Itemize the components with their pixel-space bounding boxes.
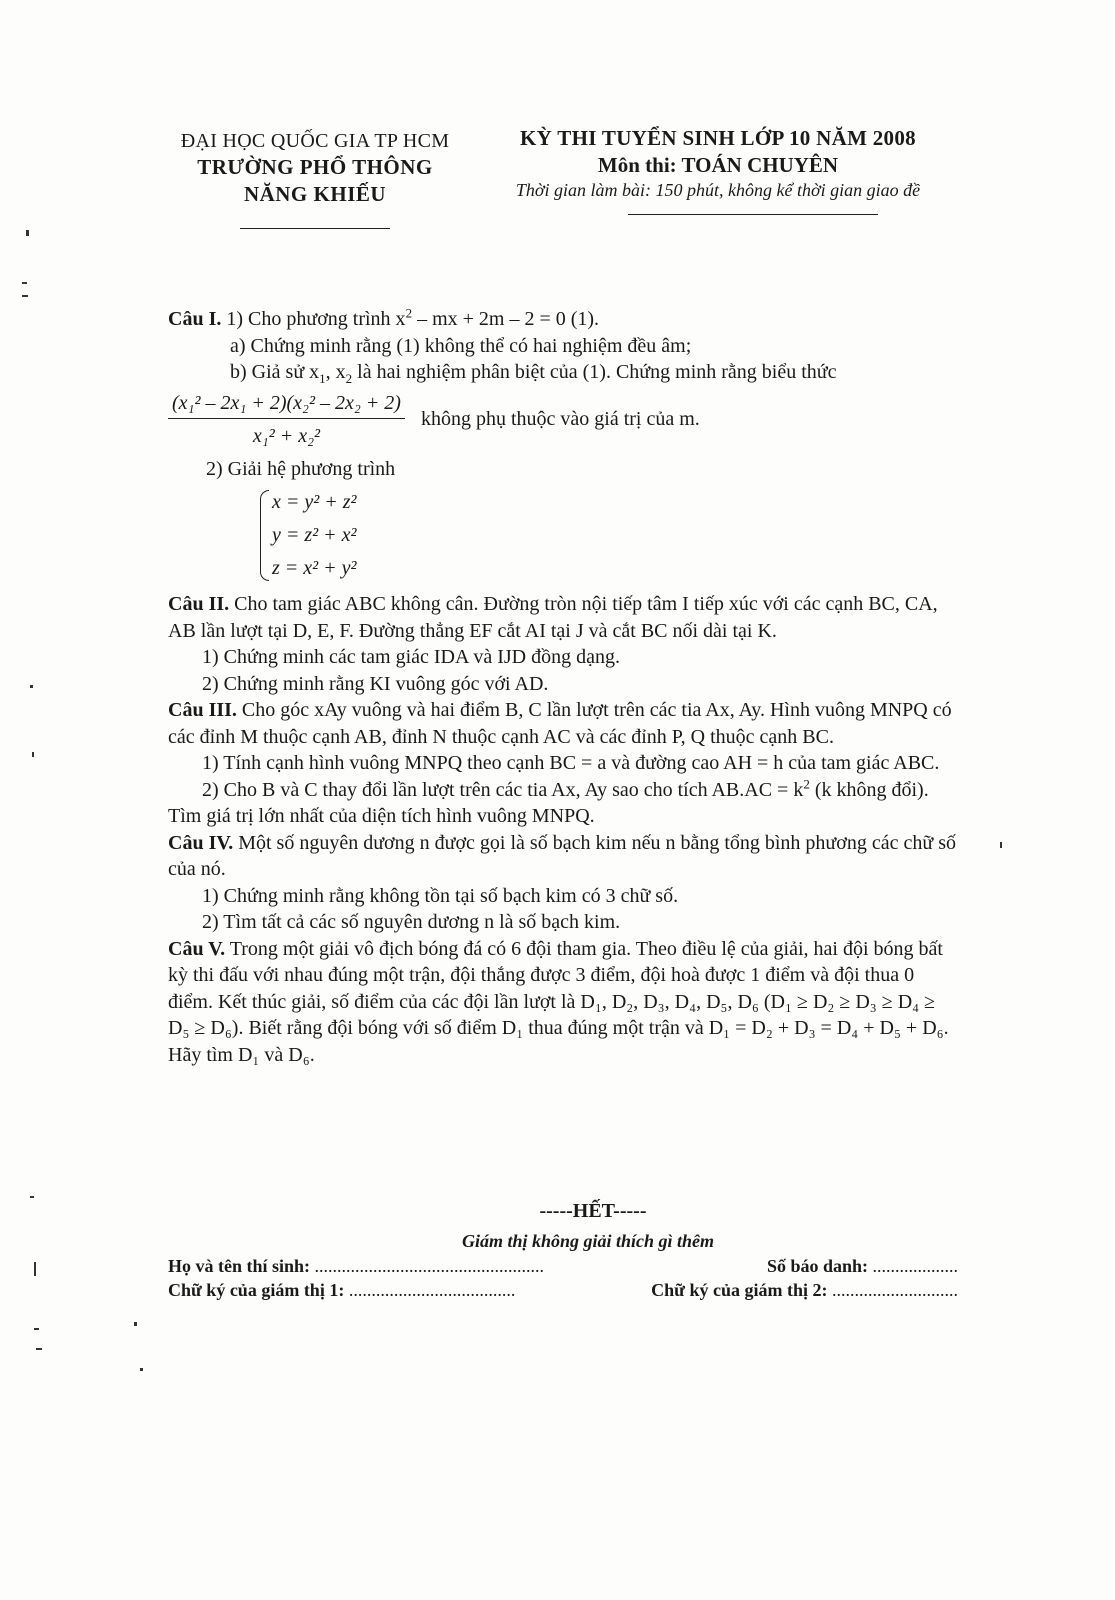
candidate-name-field [168, 1254, 544, 1278]
q1-fraction [168, 390, 405, 450]
q3-item2-post: (k không đổi). Tìm giá trị lớn nhất của diện tích hình vuông MNPQ. [168, 778, 929, 827]
scan-mark [30, 685, 33, 688]
proctor-note: Giám thị không giải thích gì thêm [461, 1231, 715, 1251]
question-2-text: Cho tam giác ABC không cân. Đường tròn nội tiếp tâm I tiếp xúc với các cạnh BC, CA, AB lần lượt tại D, E, F. Đường thẳng EF cắt AI tại J và cắt BC nối dài tại K. [168, 593, 938, 642]
exam-footer [168, 1198, 958, 1302]
candidate-id-field [767, 1254, 958, 1278]
question-4-text: Một số nguyên dương n được gọi là số bạch kim nếu n bằng tổng bình phương các chữ số của nó. [168, 831, 956, 880]
proctor-1-signature-field [168, 1278, 515, 1302]
question-2 [168, 591, 958, 644]
question-3-label: Câu III. [168, 699, 237, 721]
question-3-text: Cho góc xAy vuông và hai điểm B, C lần lượt trên các tia Ax, Ay. Hình vuông MNPQ có các đỉnh M thuộc cạnh AB, đỉnh N thuộc cạnh AC và các đỉnh P, Q thuộc cạnh BC. [168, 699, 952, 748]
q1-fraction-denominator: x₁² + x₂² [252, 425, 321, 447]
question-5-label: Câu V. [168, 937, 226, 960]
scan-mark [36, 1348, 42, 1350]
exam-duration: Thời gian làm bài: 150 phút, không kể thời gian giao đề [515, 180, 921, 200]
candidate-name-dots: ................................................... [314, 1256, 545, 1276]
header-left-rule [240, 228, 390, 229]
scan-mark [34, 1262, 36, 1276]
question-1b [168, 359, 958, 386]
proctor-1-label: Chữ ký của giám thị 1: [168, 1280, 345, 1300]
scan-mark [22, 282, 27, 284]
proctor-2-signature-field [651, 1278, 958, 1302]
question-5-text: Trong một giải vô địch bóng đá có 6 đội tham gia. Theo điều lệ của giải, hai đội bóng bất kỳ thi đấu với nhau đúng một trận, đội thắng được 3 điểm, đội hoà được 1 điểm và đội thua 0 điểm. Kết thúc giải, số điểm của các đội lần lượt là D₁, D₂, D₃, D₄, D₅, D₆ (D₁ ≥ D₂ ≥ D₃ ≥ D₄ ≥ D₅ ≥ D₆). Biết rằng đội bóng với số điểm D₁ thua đúng một trận và D₁ = D₂ + D₃ = D₄ + D₅ + D₆. Hãy tìm D₁ và D₆. [168, 937, 949, 1066]
exam-header [478, 124, 958, 215]
candidate-id-dots: ................... [872, 1256, 958, 1276]
school-name-line2: NĂNG KHIẾU [243, 182, 387, 206]
q1b-post: là hai nghiệm phân biệt của (1). Chứng minh rằng biểu thức [352, 361, 837, 383]
proctor-2-label: Chữ ký của giám thị 2: [651, 1280, 828, 1300]
q1-fraction-numerator: (x₁² – 2x₁ + 2)(x₂² – 2x₂ + 2) [168, 390, 405, 420]
question-2-item-1: 1) Chứng minh các tam giác IDA và IJD đồng dạng. [202, 646, 620, 668]
exam-body [168, 306, 958, 1068]
question-1a: a) Chứng minh rằng (1) không thể có hai nghiệm đều âm; [230, 334, 692, 357]
scan-mark [32, 752, 34, 757]
university-name: ĐẠI HỌC QUỐC GIA TP HCM [180, 130, 450, 152]
q3-item2-sup: 2 [803, 775, 810, 791]
q1b-pre: b) Giả sử x [230, 361, 320, 383]
question-2-item-2: 2) Chứng minh rằng KI vuông góc với AD. [202, 672, 549, 695]
equation-system [260, 486, 958, 585]
question-3-item-2 [168, 777, 958, 830]
header-right-rule [628, 214, 878, 215]
question-4 [168, 830, 958, 883]
q3-item2-pre: 2) Cho B và C thay đổi lần lượt trên các tia Ax, Ay sao cho tích AB.AC = k [202, 778, 804, 801]
question-4-label: Câu IV. [168, 831, 234, 854]
school-header [160, 128, 470, 229]
system-eq-1: x = y² + z² [272, 491, 357, 513]
question-5 [168, 936, 958, 1069]
scan-mark [30, 1196, 34, 1198]
exam-subject: Môn thi: TOÁN CHUYÊN [597, 153, 839, 177]
question-2-label: Câu II. [168, 593, 230, 615]
proctor-signature-row [168, 1278, 958, 1302]
q1b-mid: , x [325, 361, 346, 383]
exam-title: KỲ THI TUYỂN SINH LỚP 10 NĂM 2008 [520, 126, 916, 150]
scan-mark [1000, 842, 1002, 848]
system-eq-2: y = z² + x² [272, 524, 357, 546]
scan-mark [140, 1368, 143, 1371]
scan-mark [34, 1328, 39, 1330]
question-1-part2: 2) Giải hệ phương trình [206, 457, 396, 480]
question-4-item-1: 1) Chứng minh rằng không tồn tại số bạch kim có 3 chữ số. [202, 884, 679, 907]
system-eq-3: z = x² + y² [272, 557, 357, 579]
proctor-1-dots: ..................................... [348, 1280, 516, 1300]
q1-part1-post: – mx + 2m – 2 = 0 (1). [412, 308, 600, 330]
q1-part1-pre: 1) Cho phương trình x [221, 308, 406, 330]
q1-part1-sup: 2 [405, 305, 413, 321]
school-name-line1: TRƯỜNG PHỔ THÔNG [197, 155, 433, 179]
question-4-item-2: 2) Tìm tất cả các số nguyên dương n là số bạch kim. [202, 911, 621, 933]
question-3-item-1: 1) Tính cạnh hình vuông MNPQ theo cạnh BC = a và đường cao AH = h của tam giác ABC. [202, 752, 940, 774]
question-3 [168, 697, 958, 750]
candidate-info-row [168, 1254, 958, 1278]
candidate-name-label: Họ và tên thí sinh: [168, 1256, 311, 1276]
question-1-label: Câu I. [168, 308, 222, 330]
q1b-sub2: 2 [345, 371, 353, 386]
scan-mark [22, 295, 28, 297]
proctor-2-dots: ............................ [832, 1280, 958, 1300]
q1-fraction-tail: không phụ thuộc vào giá trị của m. [420, 408, 700, 431]
scan-mark [26, 230, 29, 236]
q1-expression-row [168, 390, 958, 450]
q1b-sub1: 1 [319, 371, 326, 386]
end-marker: -----HẾT----- [539, 1200, 647, 1222]
question-1-intro [168, 306, 958, 333]
candidate-id-label: Số báo danh: [766, 1256, 868, 1276]
scan-mark [134, 1322, 137, 1326]
